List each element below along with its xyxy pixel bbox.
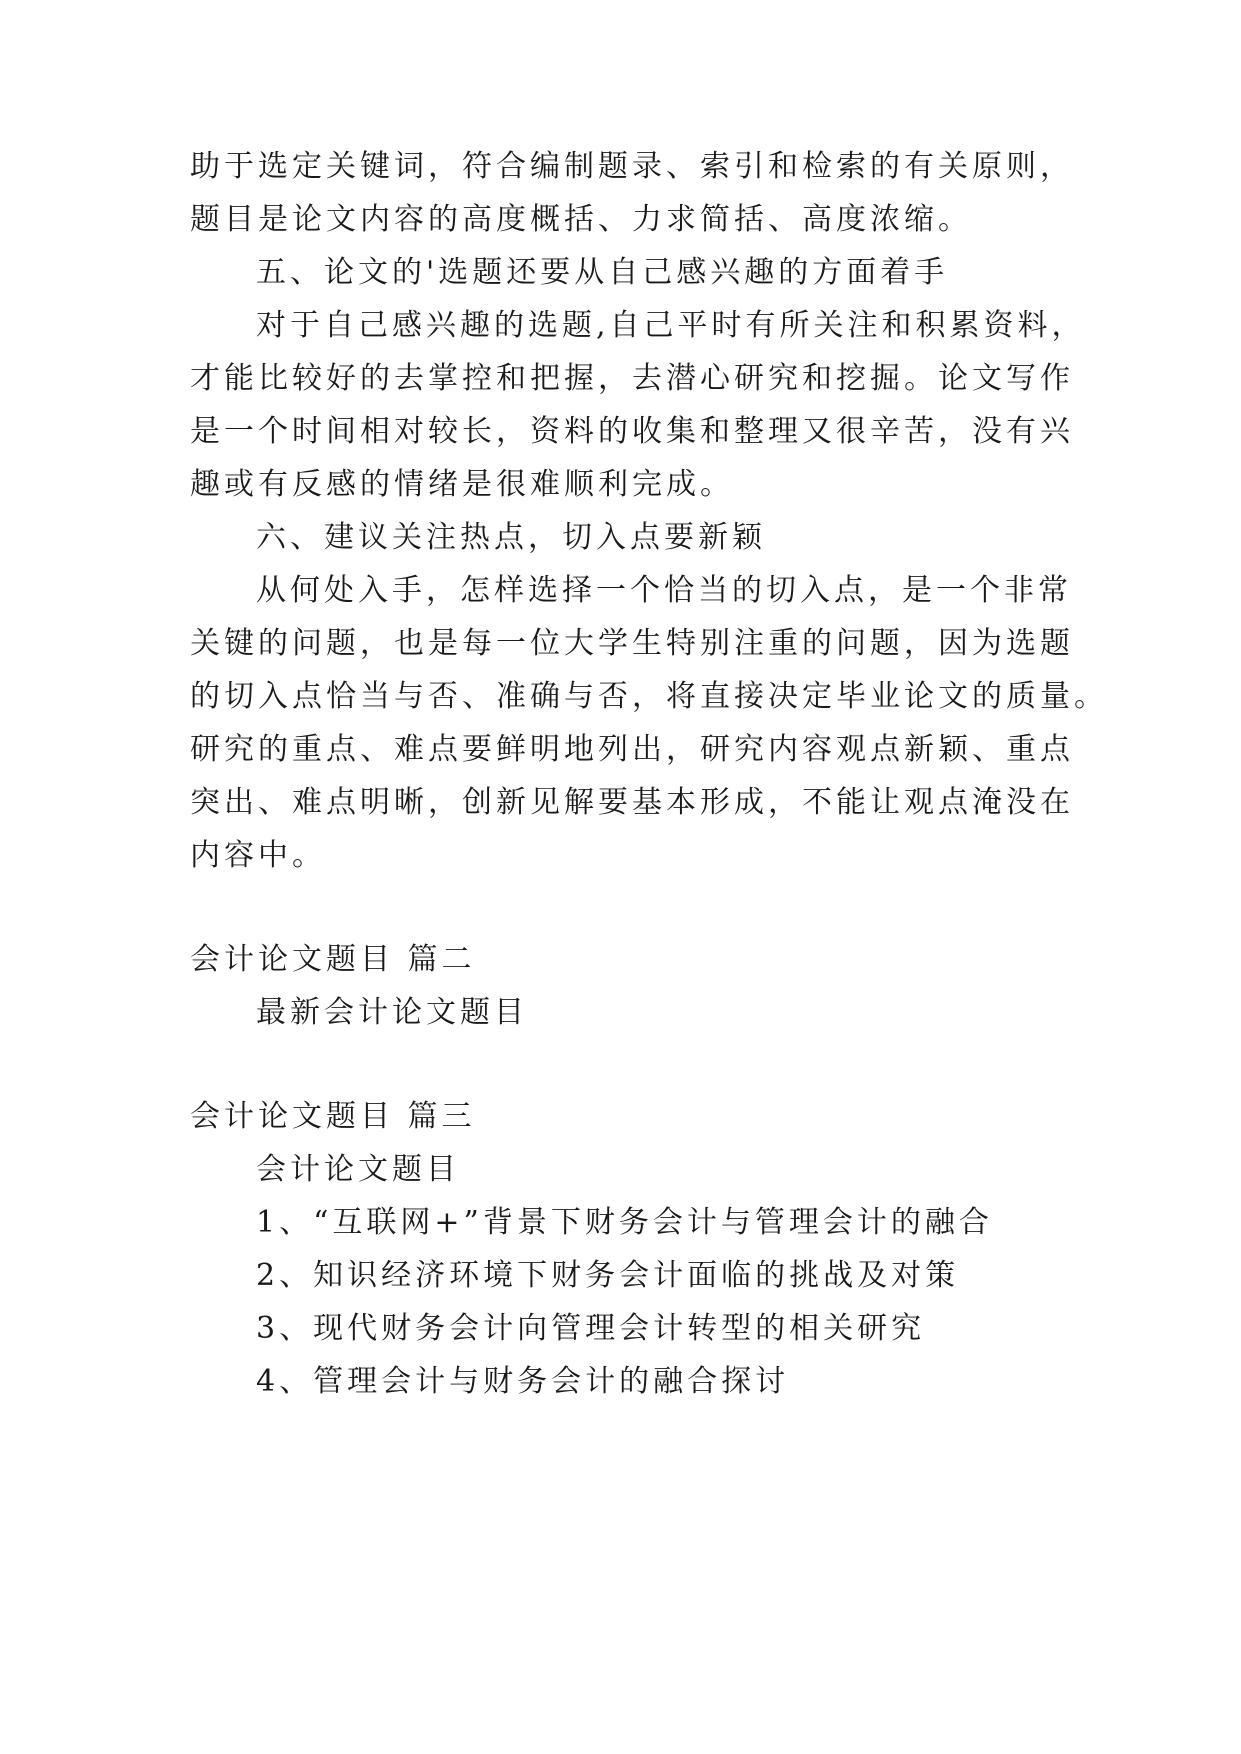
body-line: 是一个时间相对较长，资料的收集和整理又很辛苦，没有兴	[190, 414, 1074, 449]
body-line: 趣或有反感的情绪是很难顺利完成。	[190, 467, 734, 502]
body-line: 对于自己感兴趣的选题,自己平时有所关注和积累资料，	[256, 308, 1086, 343]
body-line: 助于选定关键词，符合编制题录、索引和检索的有关原则，	[190, 149, 1074, 184]
body-line: 的切入点恰当与否、准确与否，将直接决定毕业论文的质量。	[190, 679, 1108, 714]
section-heading-5: 五、论文的'选题还要从自己感兴趣的方面着手	[256, 255, 949, 290]
subtitle-line: 最新会计论文题目	[256, 995, 528, 1030]
section-heading-6: 六、建议关注热点，切入点要新颖	[256, 520, 766, 555]
list-item: 2、知识经济环境下财务会计面临的挑战及对策	[256, 1258, 960, 1293]
body-line: 关键的问题，也是每一位大学生特别注重的问题，因为选题	[190, 626, 1074, 661]
subtitle-line: 会计论文题目	[256, 1152, 460, 1187]
chapter-heading-2: 会计论文题目 篇二	[190, 942, 476, 977]
list-item: 3、现代财务会计向管理会计转型的相关研究	[256, 1311, 926, 1346]
body-line: 内容中。	[190, 838, 326, 873]
list-item: 1、“互联网+”背景下财务会计与管理会计的融合	[256, 1205, 993, 1240]
body-line: 才能比较好的去掌控和把握，去潜心研究和挖掘。论文写作	[190, 361, 1074, 396]
body-line: 研究的重点、难点要鲜明地列出，研究内容观点新颖、重点	[190, 732, 1074, 767]
body-line: 突出、难点明晰，创新见解要基本形成，不能让观点淹没在	[190, 785, 1074, 820]
list-item: 4、管理会计与财务会计的融合探讨	[256, 1364, 790, 1399]
chapter-heading-3: 会计论文题目 篇三	[190, 1099, 476, 1134]
body-line: 题目是论文内容的高度概括、力求简括、高度浓缩。	[190, 202, 972, 237]
body-line: 从何处入手，怎样选择一个恰当的切入点，是一个非常	[256, 573, 1072, 608]
